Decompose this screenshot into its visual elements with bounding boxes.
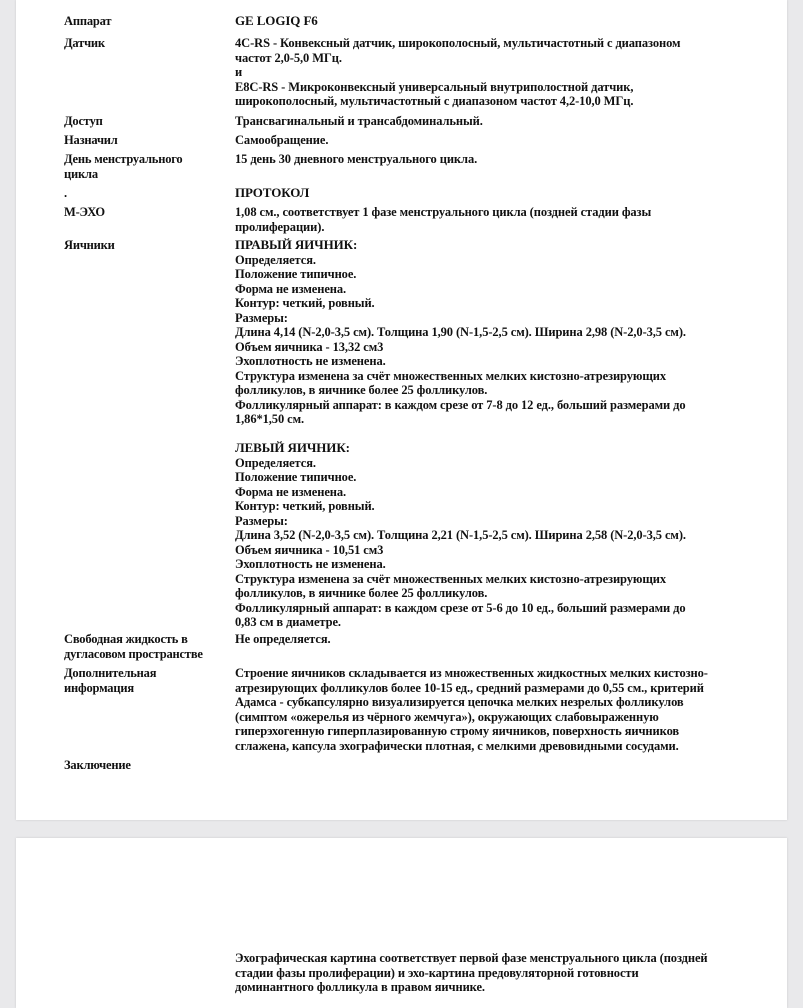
left-ovary-line: Структура изменена за счёт множественных мелких кистозно-атрезирующих — [235, 571, 667, 586]
left-ovary-line: Фолликулярный аппарат: в каждом срезе от 5-6 до 10 ед., больший размерами до — [235, 600, 686, 615]
sensor-line: и — [235, 65, 243, 79]
left-ovary-line: Длина 3,52 (N-2,0-3,5 см). Толщина 2,21 (N-1,5-2,5 см). Ширина 2,58 (N-2,0-3,5 см). — [235, 528, 686, 542]
label-ovaries: Яичники — [64, 238, 115, 252]
m-echo-line: 1,08 см., соответствует 1 фазе менструального цикла (поздней стадии фазы — [235, 205, 652, 219]
right-ovary-title: ПРАВЫЙ ЯИЧНИК: — [235, 237, 358, 252]
right-ovary-line: 1,86*1,50 см. — [235, 412, 305, 426]
right-ovary-line: Структура изменена за счёт множественных мелких кистозно-атрезирующих — [235, 368, 667, 383]
right-ovary-line: Объем яичника - 13,32 см3 — [235, 339, 384, 354]
label-line: информация — [64, 680, 134, 695]
left-ovary-line: фолликулов, в яичнике более 25 фолликулов. — [235, 586, 488, 600]
m-echo-line: пролиферации). — [235, 219, 325, 234]
label-sensor: Датчик — [64, 36, 105, 50]
value-sensor — [235, 36, 760, 109]
right-ovary-line: Положение типичное. — [235, 267, 357, 281]
right-ovary-line: Контур: четкий, ровный. — [235, 296, 375, 310]
right-ovary-line: Размеры: — [235, 310, 288, 325]
left-ovary-line: Положение типичное. — [235, 470, 357, 484]
label-free-fluid — [64, 632, 224, 661]
additional-line: сглажена, капсула эхографически плотная, с мелкими древовидными сосудами. — [235, 738, 679, 753]
sensor-line: широкополосный, мультичастотный с диапазоном частот 4,2-10,0 МГц. — [235, 94, 634, 108]
report-page-1 — [16, 0, 787, 820]
label-cycle-day — [64, 152, 224, 181]
conclusion-line: доминантного фолликула в правом яичнике. — [235, 980, 485, 994]
left-ovary-line: 0,83 см в диаметре. — [235, 615, 341, 629]
additional-line: Адамса - субкапсулярно визуализируется цепочка мелких незрелых фолликулов — [235, 695, 684, 709]
left-ovary-line: Размеры: — [235, 513, 288, 528]
label-line: цикла — [64, 166, 98, 181]
sensor-line: E8C-RS - Микроконвексный универсальный внутриполостной датчик, — [235, 79, 634, 94]
label-referred: Назначил — [64, 133, 118, 147]
additional-line: (симптом «ожерелья из чёрного жемчуга»), окружающих слабовыраженную — [235, 709, 659, 724]
label-m-echo: М-ЭХО — [64, 205, 105, 219]
label-line: Свободная жидкость в — [64, 632, 188, 646]
left-ovary-line: Форма не изменена. — [235, 484, 347, 499]
left-ovary-line: Эхоплотность не изменена. — [235, 557, 386, 571]
sensor-line: 4C-RS - Конвексный датчик, широкополосный, мультичастотный с диапазоном — [235, 36, 681, 50]
conclusion-line: Эхографическая картина соответствует первой фазе менструального цикла (поздней — [235, 951, 708, 965]
protocol-heading: ПРОТОКОЛ — [235, 185, 310, 200]
left-ovary-line: Контур: четкий, ровный. — [235, 499, 375, 513]
additional-line: гиперэхогенную гиперплазированную строму яичников, поверхность яичников — [235, 724, 680, 738]
conclusion-line: стадии фазы пролиферации) и эхо-картина предовуляторной готовности — [235, 965, 639, 980]
sensor-line: частот 2,0-5,0 МГц. — [235, 50, 342, 65]
left-ovary-title: ЛЕВЫЙ ЯИЧНИК: — [235, 440, 350, 455]
right-ovary-line: Эхоплотность не изменена. — [235, 354, 386, 368]
label-conclusion: Заключение — [64, 758, 131, 772]
additional-line: Строение яичников складывается из множественных жидкостных мелких кистозно- — [235, 666, 708, 680]
report-page-2 — [16, 838, 787, 1008]
label-line: дугласовом пространстве — [64, 646, 203, 661]
left-ovary-line: Определяется. — [235, 455, 316, 470]
paragraph-gap — [235, 427, 760, 442]
right-ovary-line: Фолликулярный аппарат: в каждом срезе от 7-8 до 12 ед., больший размерами до — [235, 397, 686, 412]
right-ovary-line: фолликулов, в яичнике более 25 фолликулов. — [235, 383, 488, 397]
right-ovary-line: Длина 4,14 (N-2,0-3,5 см). Толщина 1,90 (N-1,5-2,5 см). Ширина 2,98 (N-2,0-3,5 см). — [235, 325, 686, 339]
label-protocol: . — [64, 186, 67, 200]
left-ovary-line: Объем яичника - 10,51 см3 — [235, 542, 384, 557]
value-cycle-day: 15 день 30 дневного менструального цикла. — [235, 152, 478, 166]
value-referred: Самообращение. — [235, 133, 329, 147]
value-free-fluid: Не определяется. — [235, 632, 331, 646]
label-line: День менструального — [64, 152, 183, 166]
value-access: Трансвагинальный и трансабдоминальный. — [235, 114, 483, 128]
right-ovary-line: Определяется. — [235, 252, 316, 267]
label-apparatus: Аппарат — [64, 14, 112, 28]
value-additional-info — [235, 666, 760, 753]
value-m-echo — [235, 205, 760, 234]
additional-line: атрезирующих фолликулов более 10-15 ед., средний размерами до 0,55 см., критерий — [235, 680, 704, 695]
label-additional-info — [64, 666, 224, 695]
value-apparatus: GE LOGIQ F6 — [235, 13, 318, 28]
label-line: Дополнительная — [64, 666, 157, 680]
right-ovary-line: Форма не изменена. — [235, 281, 347, 296]
conclusion-value — [235, 951, 760, 995]
value-ovaries — [235, 238, 760, 630]
label-access: Доступ — [64, 114, 103, 128]
